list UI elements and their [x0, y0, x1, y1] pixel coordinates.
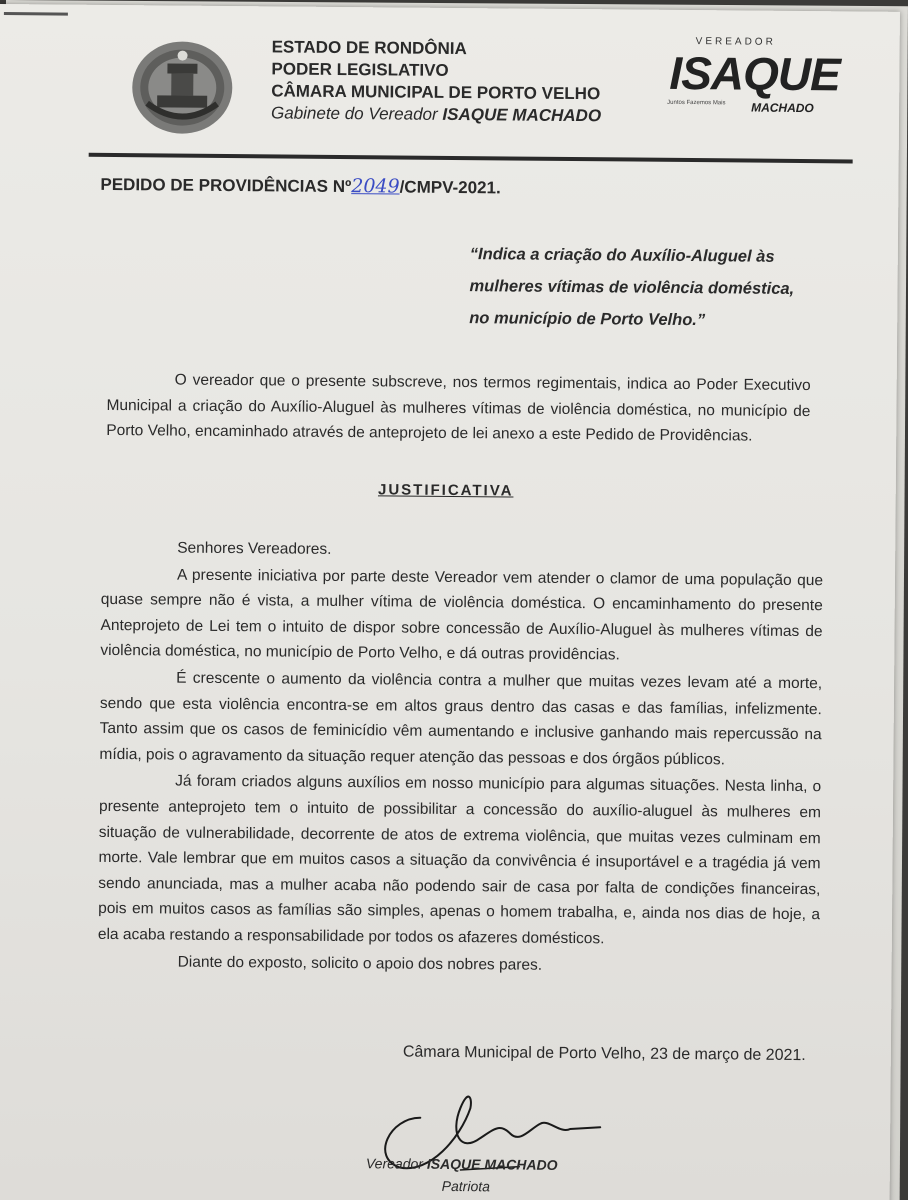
intro-paragraph: [106, 367, 811, 450]
pedido-prefix: PEDIDO DE PROVIDÊNCIAS Nº: [100, 174, 352, 197]
letterhead-chamber: CÂMARA MUNICIPAL DE PORTO VELHO: [271, 81, 601, 104]
signer-fullname: ISAQUE MACHADO: [426, 1155, 558, 1173]
handwritten-number: 2049: [351, 175, 400, 198]
signer-name: [366, 1155, 558, 1173]
intro-text: O vereador que o presente subscreve, nos termos regimentais, indica ao Poder Executivo Municipal a criação do Auxílio-Aluguel às mulheres vítimas de violência doméstica, no município de Porto Velho, encaminhado através de anteprojeto de lei anexo a este Pedido de Providências.: [106, 371, 811, 445]
document-number: [100, 173, 501, 198]
logo-top-text: VEREADOR: [695, 36, 776, 48]
justification-body: [98, 535, 824, 980]
office-prefix: Gabinete do Vereador: [270, 103, 443, 124]
staple-mark: [4, 12, 68, 16]
pedido-suffix: /CMPV-2021.: [399, 177, 501, 198]
paragraph: A presente iniciativa por parte deste Vereador vem atender o clamor de uma população que quase sempre não é vista, a mulher vítima de violência doméstica. O encaminhamento do presente Anteprojeto de Lei tem o intuito de dispor sobre concessão de Auxílio-Aluguel às mulheres vítimas de violência doméstica, no município de Porto Velho, e dá outras providências.: [100, 566, 824, 664]
closing-paragraph: Diante do exposto, solicito o apoio dos nobres pares.: [177, 953, 543, 974]
salutation: Senhores Vereadores.: [177, 539, 332, 558]
document-page: [0, 4, 900, 1200]
letterhead-power: PODER LEGISLATIVO: [271, 59, 449, 80]
letterhead: [271, 36, 602, 127]
paragraph: Já foram criados alguns auxílios em nosso município para algumas situações. Nesta linha, o presente anteprojeto tem o intuito de possibilitar a concessão do auxílio-aluguel às mulheres em situação de vulnerabilidade, decorrente de atos de extrema violência, que muitas vezes culminam em morte. Vale lembrar que em muitos casos a situação da convivência é insuportável e a tragédia já vem sendo anunciada, mas a mulher acaba não podendo sair de casa por falta de condições financeiras, pois em muitos casos as famílias são simples, apenas o homem trabalha, e, ainda nos dias de hoje, a ela acaba restando a responsabilidade por todos os afazeres domésticos.: [97, 772, 822, 948]
signer-title: Vereador: [365, 1155, 427, 1172]
letterhead-office: [271, 102, 601, 127]
state-coat-of-arms-icon: [127, 33, 238, 140]
justification-heading: JUSTIFICATIVA: [377, 481, 514, 500]
logo-name: ISAQUE: [669, 46, 841, 101]
signer-party: Patriota: [441, 1177, 491, 1195]
paragraph: É crescente o aumento da violência contra a mulher que muitas vezes levam até a morte, sendo que esta violência encontra-se em altos graus dentro das casas e das famílias, infelizmente. Tanto assim que os casos de feminicídio vêm aumentando e inclusive ganhando mais repercussão na mídia, pois o agravamento da situação requer atenção das pessoas e dos órgãos públicos.: [99, 669, 823, 769]
logo-surname: MACHADO: [751, 100, 814, 116]
header-divider: [89, 153, 853, 164]
councilor-logo: [663, 36, 842, 124]
logo-tagline: Juntos Fazemos Mais: [667, 99, 726, 107]
summary-ementa: “Indica a criação do Auxílio-Aluguel às mulheres vítimas de violência doméstica, no município de Porto Velho.”: [469, 245, 795, 330]
letterhead-state: ESTADO DE RONDÔNIA: [271, 37, 467, 59]
office-councilor-name: ISAQUE MACHADO: [442, 104, 602, 126]
date-line: Câmara Municipal de Porto Velho, 23 de março de 2021.: [402, 1043, 806, 1065]
intro-indent: [107, 384, 175, 385]
